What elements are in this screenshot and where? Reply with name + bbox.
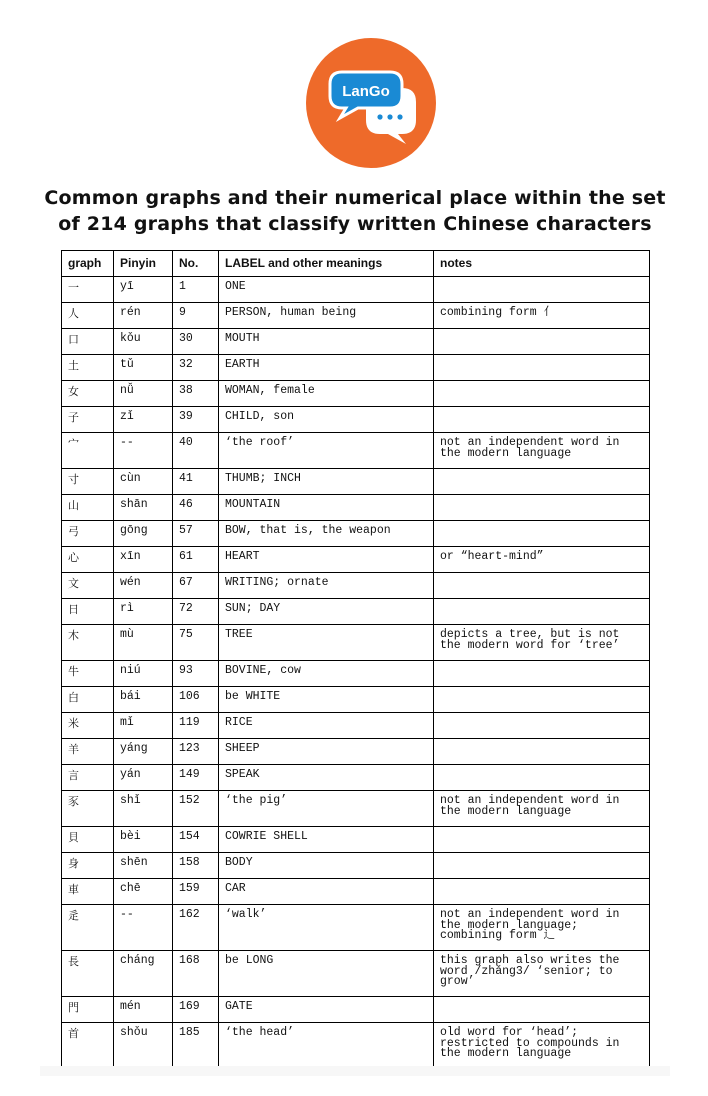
cell-number: 149 [173, 765, 219, 791]
header-number: No. [173, 251, 219, 277]
cell-number: 46 [173, 495, 219, 521]
table-row [62, 687, 650, 713]
page-title [30, 185, 680, 237]
cell-number: 41 [173, 469, 219, 495]
cell-label: THUMB; INCH [219, 469, 434, 495]
cell-graph: 首 [62, 1023, 114, 1069]
table-row [62, 355, 650, 381]
cell-pinyin: shān [114, 495, 173, 521]
cell-label: WRITING; ornate [219, 573, 434, 599]
cell-number: 72 [173, 599, 219, 625]
cell-graph: 心 [62, 547, 114, 573]
page-footer-shade [40, 1066, 670, 1076]
table-row [62, 433, 650, 469]
cell-pinyin: bèi [114, 827, 173, 853]
cell-pinyin: bái [114, 687, 173, 713]
table-row [62, 997, 650, 1023]
cell-label: MOUTH [219, 329, 434, 355]
table-row [62, 277, 650, 303]
table-row [62, 791, 650, 827]
cell-label: SUN; DAY [219, 599, 434, 625]
cell-label: ‘the pig’ [219, 791, 434, 827]
table-row [62, 407, 650, 433]
cell-notes: not an independent word in the modern language [434, 433, 650, 469]
cell-notes: combining form 亻 [434, 303, 650, 329]
cell-number: 154 [173, 827, 219, 853]
cell-label: TREE [219, 625, 434, 661]
cell-notes [434, 997, 650, 1023]
cell-number: 185 [173, 1023, 219, 1069]
cell-number: 40 [173, 433, 219, 469]
cell-pinyin: yī [114, 277, 173, 303]
table-row [62, 329, 650, 355]
cell-pinyin: cùn [114, 469, 173, 495]
table-row [62, 1023, 650, 1069]
cell-graph: 弓 [62, 521, 114, 547]
cell-graph: 車 [62, 879, 114, 905]
table-body [62, 277, 650, 1069]
cell-graph: 山 [62, 495, 114, 521]
cell-notes [434, 329, 650, 355]
cell-notes [434, 661, 650, 687]
cell-notes [434, 827, 650, 853]
header-graph: graph [62, 251, 114, 277]
cell-graph: 辵 [62, 905, 114, 951]
cell-pinyin: mǐ [114, 713, 173, 739]
cell-number: 123 [173, 739, 219, 765]
cell-graph: 羊 [62, 739, 114, 765]
cell-number: 38 [173, 381, 219, 407]
cell-pinyin: nǚ [114, 381, 173, 407]
table-row [62, 599, 650, 625]
cell-notes [434, 573, 650, 599]
cell-notes [434, 277, 650, 303]
cell-graph: 身 [62, 853, 114, 879]
cell-number: 1 [173, 277, 219, 303]
cell-number: 75 [173, 625, 219, 661]
cell-graph: 豕 [62, 791, 114, 827]
cell-number: 61 [173, 547, 219, 573]
cell-pinyin: shǐ [114, 791, 173, 827]
cell-label: ‘the head’ [219, 1023, 434, 1069]
cell-graph: 貝 [62, 827, 114, 853]
cell-pinyin: chē [114, 879, 173, 905]
cell-graph: 言 [62, 765, 114, 791]
cell-pinyin: mù [114, 625, 173, 661]
table-row [62, 661, 650, 687]
cell-graph: 米 [62, 713, 114, 739]
cell-graph: 宀 [62, 433, 114, 469]
table-row [62, 469, 650, 495]
cell-number: 168 [173, 951, 219, 997]
cell-number: 152 [173, 791, 219, 827]
cell-number: 158 [173, 853, 219, 879]
lango-logo [306, 38, 436, 168]
cell-notes [434, 599, 650, 625]
cell-number: 32 [173, 355, 219, 381]
cell-label: ‘walk’ [219, 905, 434, 951]
table-row [62, 381, 650, 407]
table-header-row [62, 251, 650, 277]
cell-pinyin: gōng [114, 521, 173, 547]
table-row [62, 879, 650, 905]
header-label: LABEL and other meanings [219, 251, 434, 277]
table-row [62, 713, 650, 739]
table-row [62, 951, 650, 997]
cell-label: CAR [219, 879, 434, 905]
cell-notes [434, 381, 650, 407]
cell-label: COWRIE SHELL [219, 827, 434, 853]
cell-notes: old word for ‘head’; restricted to compounds in the modern language [434, 1023, 650, 1069]
cell-graph: 人 [62, 303, 114, 329]
cell-number: 159 [173, 879, 219, 905]
cell-label: PERSON, human being [219, 303, 434, 329]
table-row [62, 905, 650, 951]
cell-number: 169 [173, 997, 219, 1023]
cell-pinyin: yáng [114, 739, 173, 765]
cell-number: 106 [173, 687, 219, 713]
cell-label: EARTH [219, 355, 434, 381]
table-row [62, 303, 650, 329]
cell-label: SHEEP [219, 739, 434, 765]
cell-notes [434, 355, 650, 381]
cell-label: GATE [219, 997, 434, 1023]
cell-pinyin: niú [114, 661, 173, 687]
cell-pinyin: kǒu [114, 329, 173, 355]
cell-label: ‘the roof’ [219, 433, 434, 469]
cell-label: be WHITE [219, 687, 434, 713]
table-row [62, 573, 650, 599]
header-pinyin: Pinyin [114, 251, 173, 277]
logo-text: LanGo [342, 83, 390, 100]
table-row [62, 547, 650, 573]
cell-pinyin: cháng [114, 951, 173, 997]
cell-label: BODY [219, 853, 434, 879]
cell-label: RICE [219, 713, 434, 739]
cell-pinyin: wén [114, 573, 173, 599]
cell-notes: or “heart-mind” [434, 547, 650, 573]
cell-number: 9 [173, 303, 219, 329]
cell-graph: 日 [62, 599, 114, 625]
cell-graph: 土 [62, 355, 114, 381]
cell-notes [434, 853, 650, 879]
cell-number: 30 [173, 329, 219, 355]
cell-graph: 牛 [62, 661, 114, 687]
table-row [62, 765, 650, 791]
cell-graph: 木 [62, 625, 114, 661]
cell-graph: 長 [62, 951, 114, 997]
cell-label: be LONG [219, 951, 434, 997]
table-row [62, 827, 650, 853]
cell-graph: 白 [62, 687, 114, 713]
cell-notes: depicts a tree, but is not the modern word for ‘tree’ [434, 625, 650, 661]
cell-graph: 一 [62, 277, 114, 303]
cell-notes [434, 713, 650, 739]
cell-graph: 門 [62, 997, 114, 1023]
cell-number: 57 [173, 521, 219, 547]
table-row [62, 521, 650, 547]
header-notes: notes [434, 251, 650, 277]
cell-pinyin: xīn [114, 547, 173, 573]
cell-pinyin: zǐ [114, 407, 173, 433]
cell-graph: 寸 [62, 469, 114, 495]
cell-graph: 文 [62, 573, 114, 599]
cell-label: BOVINE, cow [219, 661, 434, 687]
title-line-1: Common graphs and their numerical place within the set [44, 187, 666, 209]
cell-label: HEART [219, 547, 434, 573]
cell-graph: 子 [62, 407, 114, 433]
cell-notes [434, 879, 650, 905]
cell-number: 67 [173, 573, 219, 599]
cell-notes [434, 687, 650, 713]
cell-pinyin: rì [114, 599, 173, 625]
cell-pinyin: -- [114, 905, 173, 951]
cell-label: CHILD, son [219, 407, 434, 433]
table-row [62, 853, 650, 879]
cell-label: BOW, that is, the weapon [219, 521, 434, 547]
cell-pinyin: rén [114, 303, 173, 329]
table-row [62, 625, 650, 661]
cell-label: ONE [219, 277, 434, 303]
cell-pinyin: tǔ [114, 355, 173, 381]
cell-number: 93 [173, 661, 219, 687]
cell-notes [434, 469, 650, 495]
table-row [62, 739, 650, 765]
cell-notes: not an independent word in the modern language; combining form 辶 [434, 905, 650, 951]
title-line-2: of 214 graphs that classify written Chinese characters [58, 213, 652, 235]
cell-graph: 女 [62, 381, 114, 407]
cell-notes [434, 739, 650, 765]
cell-notes [434, 521, 650, 547]
cell-notes [434, 495, 650, 521]
cell-pinyin: yán [114, 765, 173, 791]
cell-label: SPEAK [219, 765, 434, 791]
cell-pinyin: mén [114, 997, 173, 1023]
graphs-table [61, 250, 650, 1069]
cell-number: 119 [173, 713, 219, 739]
cell-pinyin: shǒu [114, 1023, 173, 1069]
cell-pinyin: shēn [114, 853, 173, 879]
cell-notes: this graph also writes the word /zhǎng3/ ‘senior; to grow’ [434, 951, 650, 997]
cell-pinyin: -- [114, 433, 173, 469]
cell-notes: not an independent word in the modern language [434, 791, 650, 827]
table-row [62, 495, 650, 521]
cell-graph: 口 [62, 329, 114, 355]
cell-notes [434, 765, 650, 791]
cell-label: MOUNTAIN [219, 495, 434, 521]
cell-number: 162 [173, 905, 219, 951]
cell-label: WOMAN, female [219, 381, 434, 407]
cell-notes [434, 407, 650, 433]
cell-number: 39 [173, 407, 219, 433]
